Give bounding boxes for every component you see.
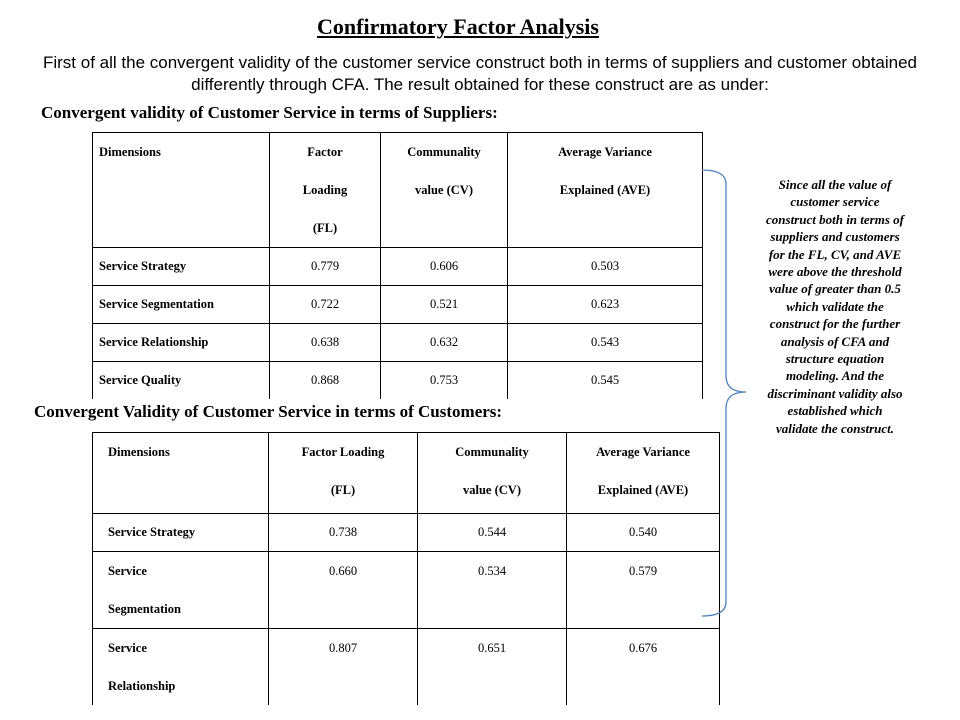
header-dimensions: Dimensions [93,433,269,514]
customers-table [92,432,720,705]
ave-cell: 0.676 [567,629,720,706]
dimension-cell: Service Strategy [93,248,270,286]
header-ave: Average Variance Explained (AVE) [508,133,703,248]
cv-cell: 0.632 [381,324,508,362]
table-header-row [93,433,720,514]
ave-cell: 0.543 [508,324,703,362]
dimension-cell: Service Strategy [93,514,269,552]
suppliers-table [92,132,703,399]
cv-cell: 0.753 [381,362,508,400]
suppliers-heading: Convergent validity of Customer Service in terms of Suppliers: [41,103,498,122]
fl-cell: 0.738 [269,514,418,552]
bracket-path [702,170,746,616]
dimension-line: Service [108,564,147,578]
header-communality: Communality value (CV) [418,433,567,514]
cv-cell: 0.521 [381,286,508,324]
header-factor-loading: Factor Loading (FL) [269,433,418,514]
header-dimensions: Dimensions [93,133,270,248]
table-row [93,514,720,552]
curly-bracket [700,168,760,618]
header-communality: Communality value (CV) [381,133,508,248]
ave-cell: 0.545 [508,362,703,400]
dimension-cell: Service Segmentation [93,286,270,324]
customers-heading: Convergent Validity of Customer Service in terms of Customers: [34,402,503,421]
ave-cell: 0.503 [508,248,703,286]
dimension-cell [93,552,269,629]
table-row [93,552,720,629]
intro-paragraph: First of all the convergent validity of the customer service construct both in terms of suppliers and customer obtained differently through CFA. The result obtained for these construct are as under: [42,53,918,94]
table-row [93,324,703,362]
fl-cell: 0.868 [270,362,381,400]
header-ave: Average Variance Explained (AVE) [567,433,720,514]
ave-cell: 0.623 [508,286,703,324]
ave-cell: 0.579 [567,552,720,629]
fl-cell: 0.660 [269,552,418,629]
table-row [93,248,703,286]
fl-cell: 0.638 [270,324,381,362]
dimension-cell: Service Quality [93,362,270,400]
ave-cell: 0.540 [567,514,720,552]
summary-note: Since all the value of customer service construct both in terms of suppliers and customers for the FL, CV, and AVE were above the threshold value of greater than 0.5 which validate the construct for the further analysis of CFA and structure equation modeling. And the discriminant validity also established which validate the construct. [766,177,904,436]
fl-cell: 0.779 [270,248,381,286]
cv-cell: 0.651 [418,629,567,706]
table-row [93,362,703,400]
cv-cell: 0.534 [418,552,567,629]
cv-cell: 0.606 [381,248,508,286]
header-factor-loading: Factor Loading (FL) [270,133,381,248]
dimension-line: Relationship [108,679,176,693]
cv-cell: 0.544 [418,514,567,552]
dimension-cell [93,629,269,706]
dimension-line: Service [108,641,147,655]
fl-cell: 0.807 [269,629,418,706]
fl-cell: 0.722 [270,286,381,324]
table-header-row [93,133,703,248]
page-title: Confirmatory Factor Analysis [317,14,599,39]
table-row [93,629,720,706]
dimension-cell: Service Relationship [93,324,270,362]
dimension-line: Segmentation [108,602,181,616]
table-row [93,286,703,324]
